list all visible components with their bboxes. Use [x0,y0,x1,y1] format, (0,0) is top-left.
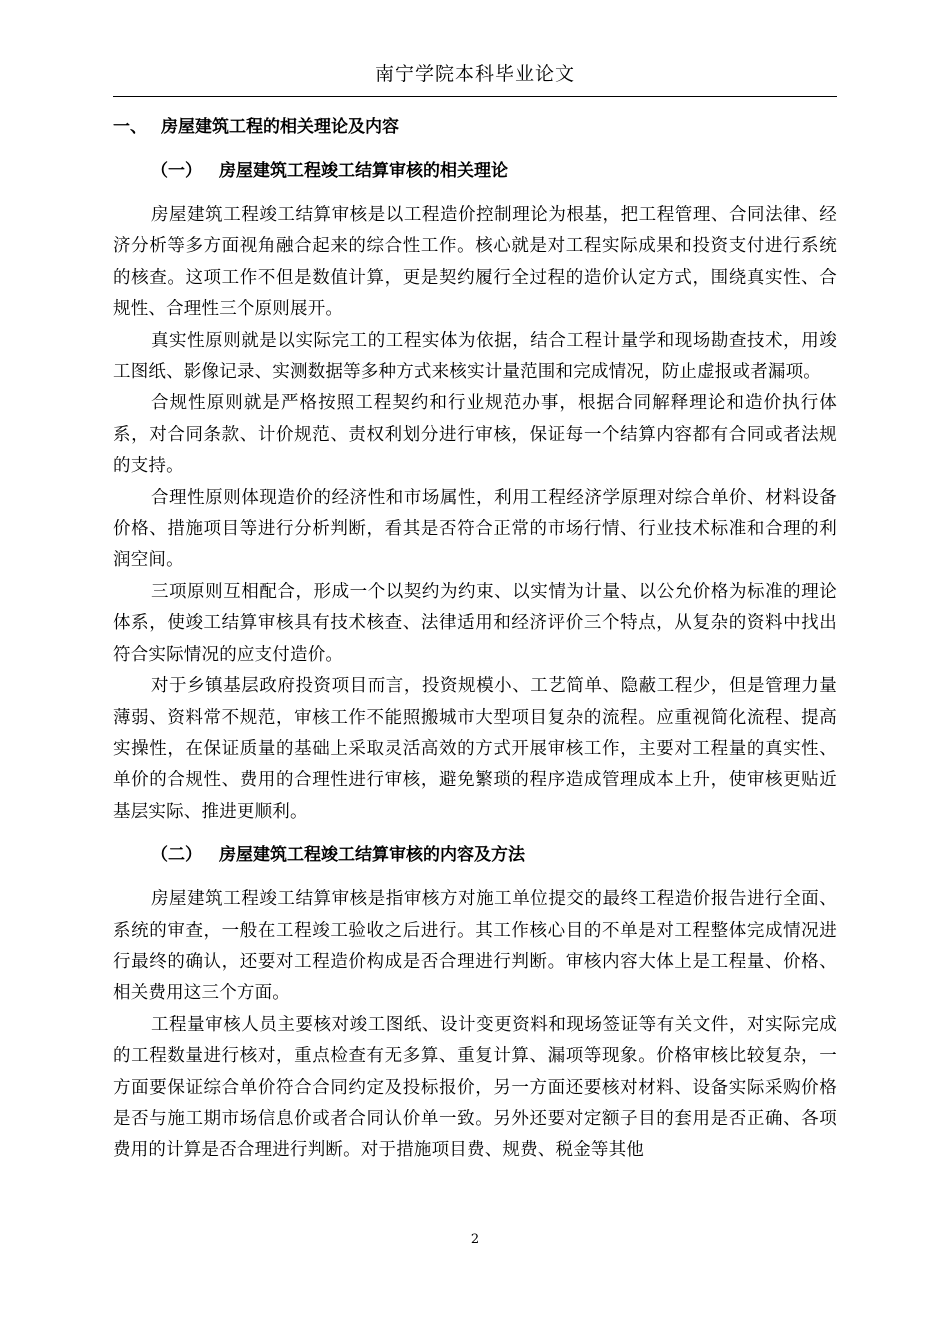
section-number: 一、 [113,117,147,137]
subsection-heading [151,154,837,188]
page-body [113,110,837,1167]
paragraph: 三项原则互相配合，形成一个以契约为约束、以实情为计量、以公允价格为标准的理论体系，使竣工结算审核具有技术核查、法律适用和经济评价三个特点，从复杂的资料中找出符合实际情况的应支付造价。 [113,581,837,665]
page-number: 2 [470,1232,480,1247]
subsection-number: （二） [151,845,202,866]
paragraph: 对于乡镇基层政府投资项目而言，投资规模小、工艺简单、隐蔽工程少，但是管理力量薄弱、资料常不规范，审核工作不能照搬城市大型项目复杂的流程。应重视简化流程、提高实操性，在保证质量的基础上采取灵活高效的方式开展审核工作，主要对工程量的真实性、单价的合规性、费用的合理性进行审核，避免繁琐的程序造成管理成本上升，使审核更贴近基层实际、推进更顺利。 [113,676,837,822]
paragraph: 合理性原则体现造价的经济性和市场属性，利用工程经济学原理对综合单价、材料设备价格、措施项目等进行分析判断，看其是否符合正常的市场行情、行业技术标准和合理的利润空间。 [113,487,837,571]
section-title: 房屋建筑工程的相关理论及内容 [161,117,399,137]
subsection-title: 房屋建筑工程竣工结算审核的内容及方法 [219,845,525,866]
paragraph: 工程量审核人员主要核对竣工图纸、设计变更资料和现场签证等有关文件，对实际完成的工程数量进行核对，重点检查有无多算、重复计算、漏项等现象。价格审核比较复杂，一方面要保证综合单价符合合同约定及投标报价，另一方面还要核对材料、设备实际采购价格是否与施工期市场信息价或者合同认价单一致。另外还要对定额子目的套用是否正确、各项费用的计算是否合理进行判断。对于措施项目费、规费、税金等其他 [113,1014,837,1161]
paragraph: 房屋建筑工程竣工结算审核是以工程造价控制理论为根基，把工程管理、合同法律、经济分析等多方面视角融合起来的综合性工作。核心就是对工程实际成果和投资支付进行系统的核查。这项工作不但是数值计算，更是契约履行全过程的造价认定方式，围绕真实性、合规性、合理性三个原则展开。 [113,205,837,320]
paragraph: 真实性原则就是以实际完工的工程实体为依据，结合工程计量学和现场勘查技术，用竣工图纸、影像记录、实测数据等多种方式来核实计量范围和完成情况，防止虚报或者漏项。 [113,330,837,383]
section-heading [113,110,837,144]
subsection-title: 房屋建筑工程竣工结算审核的相关理论 [219,161,508,181]
header-rule [113,96,837,97]
subsection-heading [151,838,837,872]
paragraph: 房屋建筑工程竣工结算审核是指审核方对施工单位提交的最终工程造价报告进行全面、系统的审查，一般在工程竣工验收之后进行。其工作核心目的不单是对工程整体完成情况进行最终的确认，还要对工程造价构成是否合理进行判断。审核内容大体上是工程量、价格、相关费用这三个方面。 [113,889,837,1004]
subsection-number: （一） [151,161,202,181]
running-header: 南宁学院本科毕业论文 [374,63,575,85]
paragraph: 合规性原则就是严格按照工程契约和行业规范办事，根据合同解释理论和造价执行体系，对合同条款、计价规范、责权利划分进行审核，保证每一个结算内容都有合同或者法规的支持。 [113,393,837,477]
